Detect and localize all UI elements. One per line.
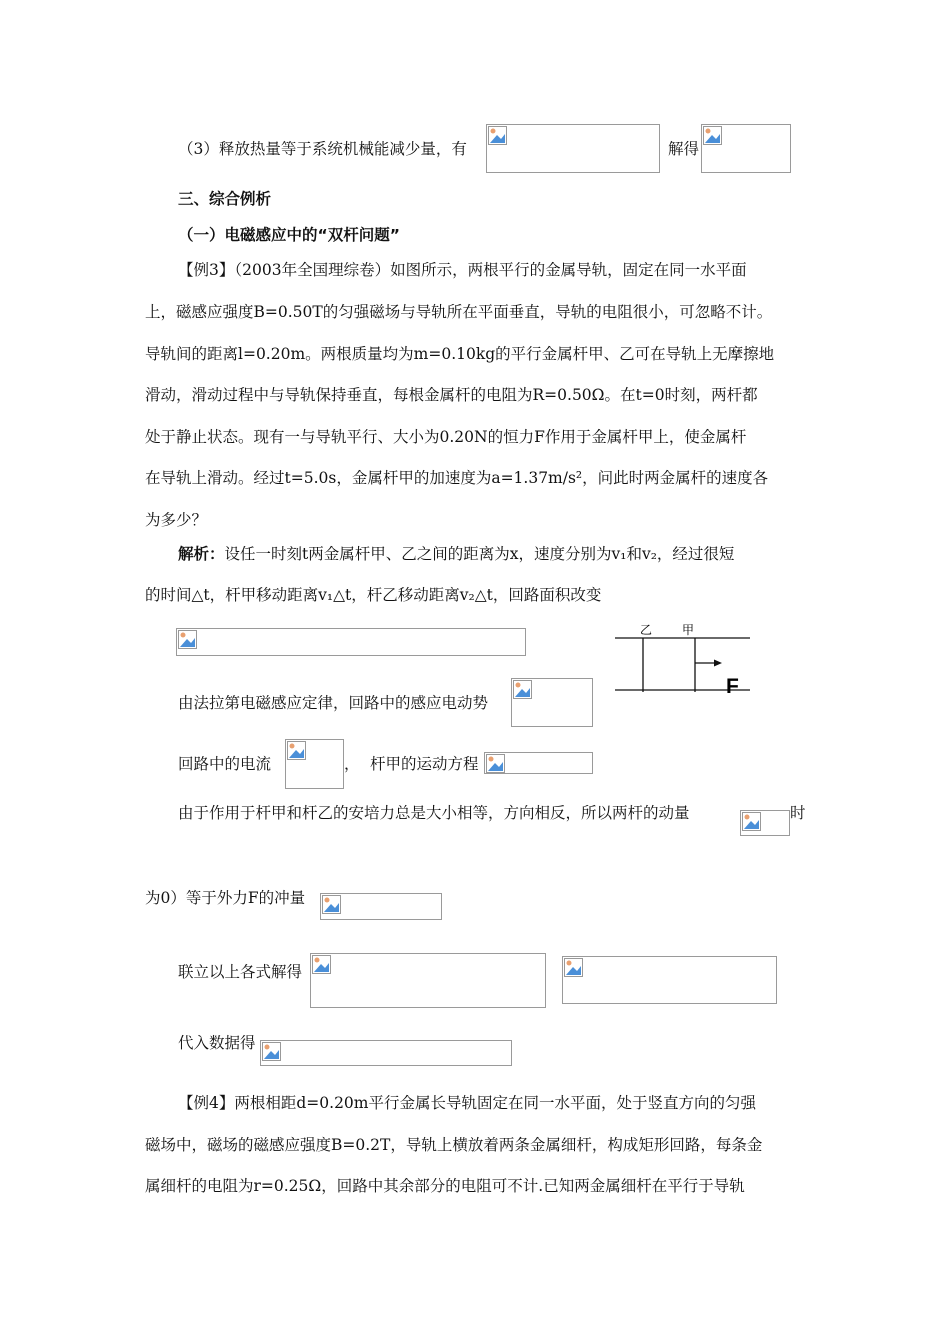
formula-image [701, 124, 791, 173]
formula-image [285, 739, 344, 789]
broken-image-icon [312, 955, 331, 974]
broken-image-icon [178, 630, 197, 649]
formula-image [740, 810, 790, 836]
text-line: 为0）等于外力F的冲量 [145, 889, 306, 907]
formula-image [511, 678, 593, 727]
label-jia: 甲 [682, 623, 695, 637]
broken-image-icon [322, 895, 341, 914]
broken-image-icon [287, 741, 306, 760]
text-line: ， [344, 755, 360, 773]
text-line: 的时间△t，杆甲移动距离v₁△t，杆乙移动距离v₂△t，回路面积改变 [145, 586, 602, 604]
text-line: 上，磁感应强度B=0.50T的匀强磁场与导轨所在平面垂直，导轨的电阻很小，可忽略不计。 [145, 303, 773, 321]
text-line: 回路中的电流 [178, 755, 272, 773]
formula-image [562, 956, 777, 1004]
text-line: 解得 [668, 140, 700, 158]
formula-image [484, 752, 593, 774]
formula-image [320, 893, 442, 920]
broken-image-icon [703, 126, 722, 145]
text-line: 磁场中，磁场的磁感应强度B=0.2T，导轨上横放着两条金属细杆，构成矩形回路，每条金 [145, 1136, 763, 1154]
broken-image-icon [742, 812, 761, 831]
text-line: 属细杆的电阻为r=0.25Ω，回路中其余部分的电阻可不计.已知两金属细杆在平行于导轨 [145, 1177, 745, 1195]
text-line: （3）释放热量等于系统机械能减少量，有 [178, 140, 467, 158]
rail-diagram [610, 622, 760, 702]
broken-image-icon [486, 754, 505, 773]
label-yi: 乙 [640, 623, 653, 637]
text-line: 联立以上各式解得 [178, 963, 303, 981]
text-line: 在导轨上滑动。经过t=5.0s，金属杆甲的加速度为a=1.37m/s²，问此时两金属杆的速度各 [145, 469, 769, 487]
text-line: 由法拉第电磁感应定律，回路中的感应电动势 [178, 694, 489, 712]
text-line: 代入数据得 [178, 1034, 256, 1052]
force-arrowhead [714, 660, 722, 667]
text-line: 杆甲的运动方程 [370, 755, 479, 773]
text-line: 【例4】两根相距d=0.20m平行金属长导轨固定在同一水平面，处于竖直方向的匀强 [178, 1094, 756, 1112]
broken-image-icon [513, 680, 532, 699]
text-line: 由于作用于杆甲和杆乙的安培力总是大小相等，方向相反，所以两杆的动量 [178, 804, 690, 822]
formula-image [176, 628, 526, 656]
broken-image-icon [262, 1042, 281, 1061]
label-F: F [726, 675, 739, 698]
subsection-heading: （一）电磁感应中的“双杆问题” [178, 226, 400, 244]
text-line: 为多少？ [145, 511, 208, 529]
formula-image [260, 1040, 512, 1066]
formula-image [310, 953, 546, 1008]
broken-image-icon [488, 126, 507, 145]
section-heading: 三、综合例析 [178, 190, 272, 208]
text-line: 导轨间的距离l=0.20m。两根质量均为m=0.10kg的平行金属杆甲、乙可在导轨上无摩擦地 [145, 345, 775, 363]
text-line: 处于静止状态。现有一与导轨平行、大小为0.20N的恒力F作用于金属杆甲上，使金属杆 [145, 428, 747, 446]
text-line: 【例3】（2003年全国理综卷）如图所示，两根平行的金属导轨，固定在同一水平面 [178, 261, 747, 279]
text-line: 时 [790, 804, 806, 822]
broken-image-icon [564, 958, 583, 977]
formula-image [486, 124, 660, 173]
text-line: 解析：设任一时刻t两金属杆甲、乙之间的距离为x，速度分别为v₁和v₂，经过很短 [178, 545, 735, 563]
text-line: 滑动，滑动过程中与导轨保持垂直，每根金属杆的电阻为R=0.50Ω。在t=0时刻，两杆都 [145, 386, 758, 404]
